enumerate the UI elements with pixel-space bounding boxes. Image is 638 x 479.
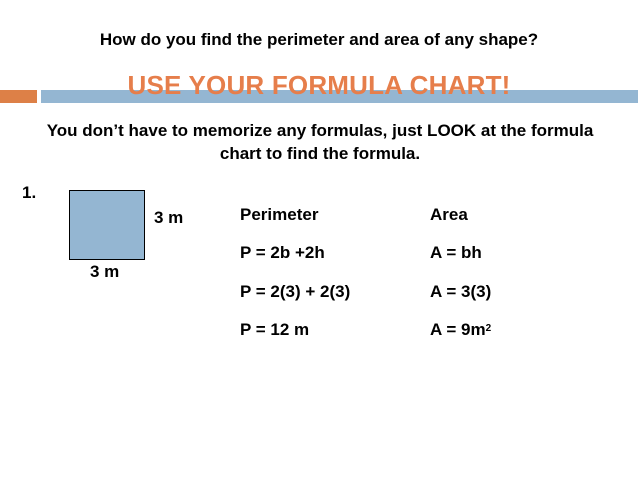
perimeter-heading: Perimeter bbox=[240, 205, 319, 224]
area-result bbox=[430, 320, 491, 340]
area-result-text: A = 9m bbox=[430, 320, 486, 339]
perimeter-substitution: P = 2(3) + 2(3) bbox=[240, 282, 351, 301]
slide-question: How do you find the perimeter and area of any shape? bbox=[99, 30, 539, 49]
area-substitution: A = 3(3) bbox=[430, 282, 492, 301]
slide-note: You don’t have to memorize any formulas, just LOOK at the formula chart to find the formula. bbox=[46, 121, 594, 163]
area-result-exponent: 2 bbox=[485, 323, 492, 334]
slide-headline: USE YOUR FORMULA CHART! bbox=[127, 70, 511, 100]
square-shape bbox=[69, 190, 145, 260]
area-formula: A = bh bbox=[430, 243, 482, 262]
square-side-label: 3 m bbox=[154, 208, 184, 227]
perimeter-result: P = 12 m bbox=[240, 320, 310, 339]
area-heading: Area bbox=[430, 205, 468, 224]
example-number: 1. bbox=[22, 183, 37, 202]
square-bottom-label: 3 m bbox=[90, 262, 120, 281]
perimeter-formula: P = 2b +2h bbox=[240, 243, 325, 262]
